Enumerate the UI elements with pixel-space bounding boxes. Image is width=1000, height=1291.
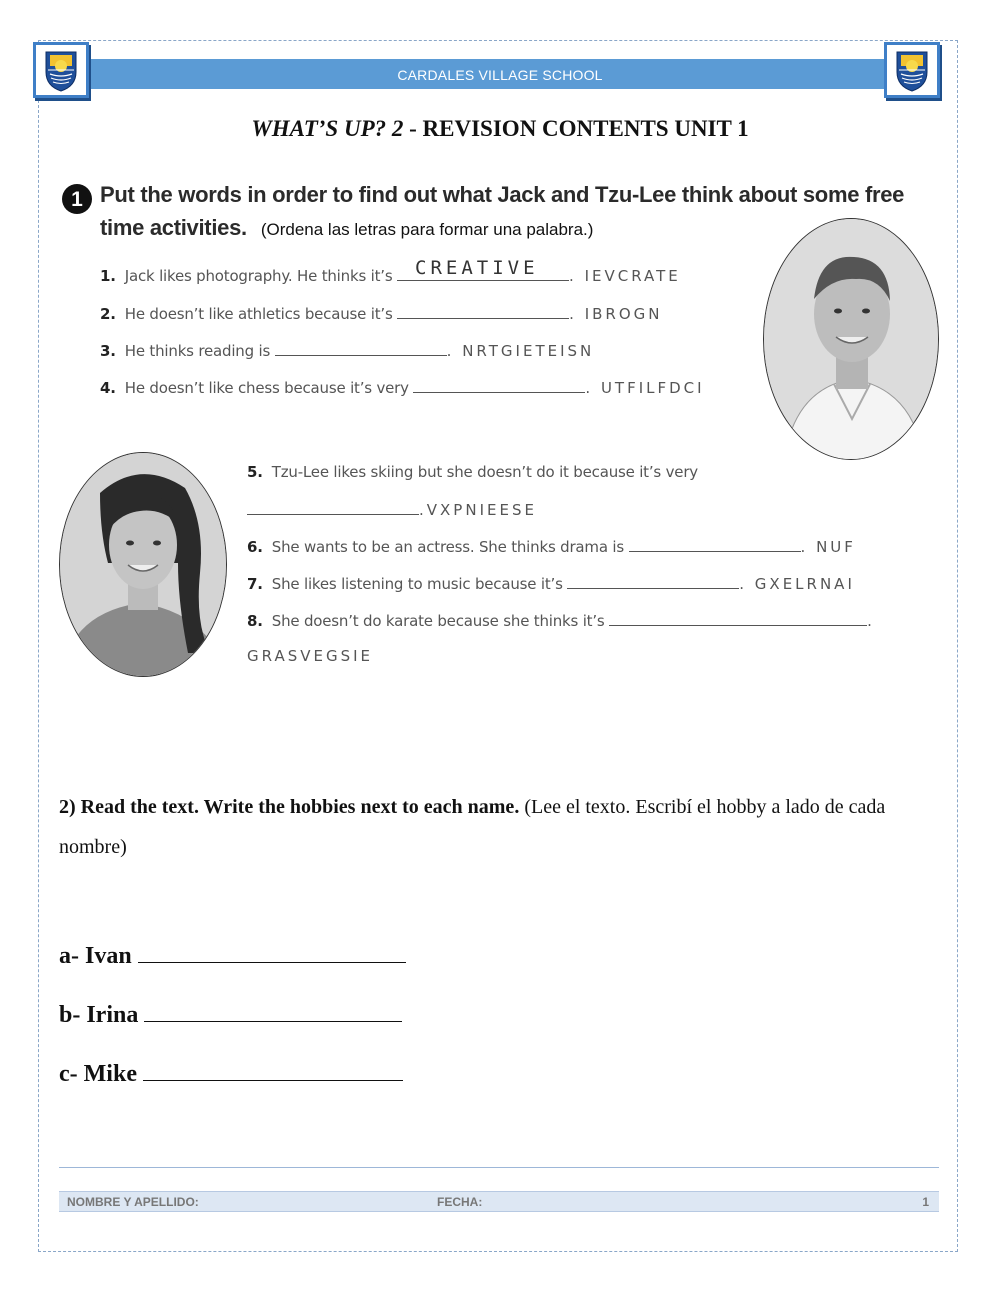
name-answer-ivan (59, 940, 406, 970)
title-rest: - REVISION CONTENTS UNIT 1 (403, 116, 749, 141)
answer-blank[interactable] (609, 610, 867, 626)
exercise1-instruction-line2: time activities. (100, 215, 247, 240)
page-number: 1 (922, 1195, 929, 1209)
tzu-lee-photo (59, 452, 227, 677)
name-label: a- Ivan (59, 943, 132, 969)
girl-portrait-image (60, 453, 227, 677)
exercise1-item-3 (100, 340, 594, 360)
answer-blank[interactable] (275, 340, 447, 356)
item-text: He doesn’t like athletics because it’s (124, 305, 393, 323)
title-book-name: WHAT’S UP? 2 (251, 116, 404, 141)
exercise1-item-1 (100, 257, 681, 285)
exercise1-item-4 (100, 377, 705, 397)
exercise1-item-5-line2 (247, 499, 537, 519)
jumbled-letters: . NUF (800, 538, 856, 556)
jumbled-letters: GRASVEGSIE (247, 647, 374, 665)
item-text: She doesn’t do karate because she thinks it’s (271, 612, 605, 630)
shield-crest-icon (895, 50, 929, 92)
answer-line[interactable] (143, 1058, 403, 1081)
answer-line[interactable] (144, 999, 402, 1022)
exercise2-instruction-bold: 2) Read the text. Write the hobbies next to each name. (59, 796, 520, 818)
name-answer-mike (59, 1058, 403, 1088)
item-text: She likes listening to music because it’s (271, 575, 563, 593)
item-text: Tzu-Lee likes skiing but she doesn’t do it because it’s very (271, 463, 698, 481)
item-text: Jack likes photography. He thinks it’s (124, 267, 393, 285)
exercise1-number-badge: 1 (62, 184, 92, 214)
answer-blank[interactable] (413, 377, 585, 393)
page-title (0, 116, 1000, 142)
answer-blank[interactable] (629, 536, 801, 552)
jumbled-letters: . NRTGIETEISN (446, 342, 595, 360)
jumbled-letters: . IEVCRATE (569, 267, 681, 285)
school-logo-left (33, 42, 89, 98)
jumbled-letters: . (867, 612, 875, 630)
exercise1-instruction-line1: Put the words in order to find out what Jack and Tzu-Lee think about some free (100, 182, 905, 207)
name-label: b- Irina (59, 1002, 139, 1028)
jumbled-letters: . GXELRNAI (739, 575, 855, 593)
item-text: She wants to be an actress. She thinks drama is (271, 538, 624, 556)
exercise1-item-2 (100, 303, 662, 323)
shield-crest-icon (44, 50, 78, 92)
item-number: 7. (247, 575, 263, 593)
answer-blank[interactable] (247, 499, 419, 515)
name-label: c- Mike (59, 1061, 137, 1087)
answer-line[interactable] (138, 940, 406, 963)
jumbled-letters: .VXPNIEESE (419, 501, 537, 519)
footer-divider (59, 1167, 939, 1168)
exercise1-item-8-line2 (247, 647, 373, 665)
exercise1-note: (Ordena las letras para formar una palabra.) (260, 220, 594, 239)
exercise1-item-7 (247, 573, 855, 593)
footer-date-label: FECHA: (437, 1195, 483, 1209)
item-number: 3. (100, 342, 116, 360)
footer-bar (59, 1191, 939, 1212)
exercise2-instruction-note: (Lee el texto. Escribí el hobby a lado de cada nombre) (59, 796, 886, 858)
exercise1-item-8 (247, 610, 875, 630)
item-text: He thinks reading is (124, 342, 271, 360)
school-name: CARDALES VILLAGE SCHOOL (397, 67, 603, 83)
item-number: 6. (247, 538, 263, 556)
exercise2-instruction (59, 787, 939, 867)
boy-portrait-image (764, 219, 939, 460)
item-text: He doesn’t like chess because it’s very (124, 379, 409, 397)
school-logo-right (884, 42, 940, 98)
footer-name-label: NOMBRE Y APELLIDO: (67, 1195, 199, 1209)
item-number: 8. (247, 612, 263, 630)
item-number: 1. (100, 267, 116, 285)
exercise1-item-5 (247, 463, 698, 481)
answer-blank[interactable] (397, 303, 569, 319)
header-bar (66, 59, 934, 89)
jumbled-letters: . IBROGN (569, 305, 663, 323)
answer-blank[interactable] (397, 257, 569, 281)
item-number: 5. (247, 463, 263, 481)
jumbled-letters: . UTFILFDCI (585, 379, 705, 397)
item-number: 4. (100, 379, 116, 397)
jack-photo (763, 218, 939, 460)
handwritten-answer: CREATIVE (415, 257, 539, 279)
exercise1-item-6 (247, 536, 856, 556)
name-answer-irina (59, 999, 402, 1029)
answer-blank[interactable] (567, 573, 739, 589)
item-number: 2. (100, 305, 116, 323)
